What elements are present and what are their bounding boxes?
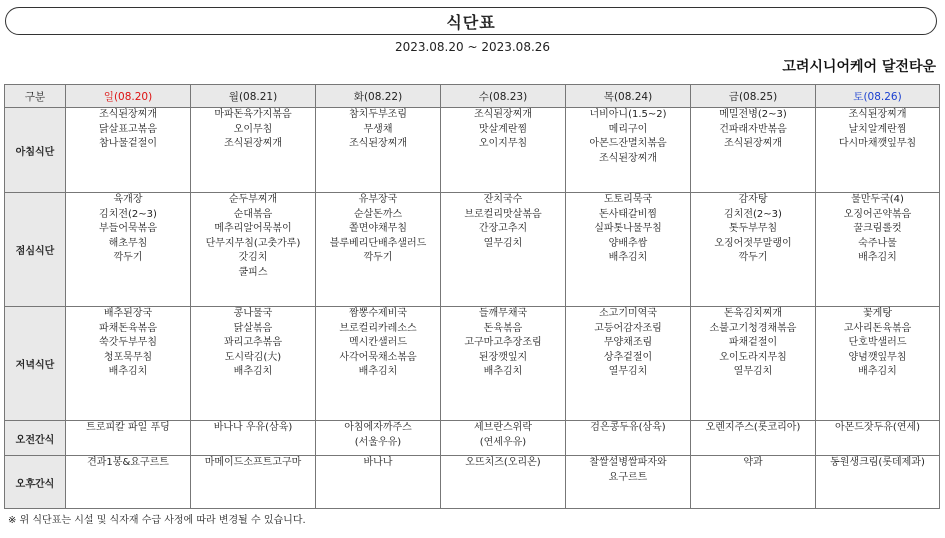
menu-item: 메밀전병(2~3)	[719, 109, 787, 120]
menu-item: 순대볶음	[233, 208, 273, 220]
menu-item: 꽈리고추볶음	[224, 337, 282, 349]
menu-cell	[191, 108, 316, 193]
menu-cell	[191, 421, 316, 456]
menu-item: 순두부찌개	[228, 194, 278, 205]
menu-item: 너비아니(1.5~2)	[589, 109, 667, 120]
menu-item: 깍두기	[738, 252, 768, 264]
menu-item: 감자탕	[738, 194, 768, 205]
menu-cell	[566, 307, 691, 421]
menu-item: 아침에자까주스	[344, 422, 412, 433]
menu-item: 돈육볶음	[483, 322, 523, 334]
menu-cell	[691, 108, 816, 193]
menu-item: 열무김치	[483, 237, 523, 249]
menu-item: 실파톳나물무침	[594, 223, 662, 235]
menu-item: 배추김치	[858, 252, 897, 264]
menu-item: 마파돈육가지볶음	[214, 109, 292, 120]
menu-cell	[441, 108, 566, 193]
menu-item: 맛살계란찜	[478, 123, 528, 135]
menu-item: 쫄면야채무침	[349, 223, 407, 235]
menu-item: 고등어감자조림	[594, 322, 662, 334]
menu-item: 갓김치	[238, 252, 268, 264]
menu-item: 배추김치	[108, 366, 148, 378]
menu-cell	[691, 456, 816, 509]
meal-row	[5, 108, 940, 193]
menu-item: 양배추쌈	[608, 237, 648, 249]
menu-item: 건파래자반볶음	[719, 123, 787, 135]
menu-item: 들깨무채국	[478, 308, 528, 319]
menu-item: 멕시칸샐러드	[349, 337, 407, 349]
header-row	[5, 85, 940, 108]
menu-item: 조식된장찌개	[224, 138, 282, 150]
menu-item: 꽃게탕	[863, 308, 892, 319]
menu-item: 조식된장찌개	[599, 152, 657, 164]
menu-cell	[316, 421, 441, 456]
meal-row	[5, 456, 940, 509]
menu-item: 마메이드소프트고구마	[204, 457, 302, 468]
menu-item: 블루베리단배추샐러드	[329, 237, 427, 249]
menu-item: 쑥갓두부무침	[99, 337, 157, 349]
menu-item: 고구마고추장조림	[464, 337, 542, 349]
menu-item: 브로컬리카레소스	[339, 322, 417, 334]
menu-item: 참치두부조림	[349, 109, 407, 120]
day-header: 화(08.22)	[316, 85, 441, 108]
menu-item: 잔치국수	[483, 194, 523, 205]
menu-item: 닭살볶음	[233, 322, 273, 334]
menu-item: 도시락김(大)	[224, 351, 282, 363]
menu-cell	[691, 307, 816, 421]
organization-name: 고려시니어케어 달전타운	[782, 59, 936, 75]
menu-item: 쿨피스	[238, 266, 268, 278]
menu-item: 톳두부무침	[728, 223, 778, 235]
meal-label: 아침식단	[5, 108, 66, 193]
menu-item: 조식된장찌개	[99, 109, 157, 120]
menu-item: 김치전(2~3)	[99, 208, 157, 220]
menu-cell	[66, 193, 191, 307]
meal-label: 오후간식	[5, 456, 66, 509]
menu-cell	[316, 456, 441, 509]
menu-item: (연세우유)	[479, 436, 527, 448]
menu-item: 날치알계란찜	[848, 123, 907, 135]
menu-cell	[816, 108, 940, 193]
page-title: 식단표	[446, 12, 496, 32]
footnote: ※ 위 식단표는 시설 및 식자재 수급 사정에 따라 변경될 수 있습니다.	[8, 515, 306, 526]
meal-label: 오전간식	[5, 421, 66, 456]
meal-row	[5, 421, 940, 456]
menu-item: 순살돈까스	[353, 208, 403, 220]
menu-item: 오이지무침	[478, 138, 528, 150]
menu-cell	[66, 307, 191, 421]
day-header: 금(08.25)	[691, 85, 816, 108]
menu-item: 오징어곤약볶음	[843, 208, 912, 220]
menu-item: 조식된장찌개	[724, 138, 782, 150]
day-header: 일(08.20)	[66, 85, 191, 108]
menu-cell	[566, 421, 691, 456]
meal-row	[5, 193, 940, 307]
menu-item: 단무지무침(고춧가루)	[205, 237, 301, 249]
menu-item: 간장고추지	[478, 223, 528, 235]
menu-item: 바나나	[363, 457, 393, 468]
menu-item: 유부장국	[358, 194, 398, 205]
menu-item: 오뜨치즈(오리온)	[465, 457, 541, 468]
menu-item: 배추김치	[233, 366, 273, 378]
menu-cell	[691, 421, 816, 456]
menu-cell	[66, 421, 191, 456]
menu-item: 무생채	[363, 123, 393, 135]
menu-item: 조식된장찌개	[349, 138, 407, 150]
menu-item: 검은콩두유(삼육)	[590, 422, 666, 433]
menu-item: 브로컬리맛살볶음	[464, 208, 542, 220]
menu-cell	[316, 307, 441, 421]
menu-item: 열무김치	[608, 366, 648, 378]
meal-row	[5, 307, 940, 421]
menu-cell	[816, 456, 940, 509]
menu-item: 참나물겉절이	[99, 138, 157, 150]
menu-item: 아몬드잔멸치볶음	[589, 138, 667, 150]
menu-item: 깍두기	[113, 252, 143, 264]
menu-item: 단호박샐러드	[848, 337, 907, 349]
menu-cell	[566, 456, 691, 509]
menu-item: 닭살표고볶음	[99, 123, 157, 135]
menu-item: 양념깻잎무침	[848, 351, 907, 363]
meal-label: 점심식단	[5, 193, 66, 307]
meal-label: 저녁식단	[5, 307, 66, 421]
menu-item: 다시마채깻잎무침	[838, 138, 917, 150]
menu-item: 무양채조림	[603, 337, 653, 349]
menu-item: 찰쌀설병쌀파자와	[589, 457, 667, 468]
menu-item: 아몬드잣두유(연세)	[834, 422, 921, 433]
title-box	[5, 7, 937, 35]
menu-item: 바나나 우유(삼육)	[213, 422, 293, 433]
menu-item: 소불고기청경채볶음	[709, 322, 797, 334]
menu-item: 트로피칼 파일 푸딩	[86, 422, 170, 433]
menu-item: 배추김치	[483, 366, 523, 378]
menu-cell	[66, 456, 191, 509]
menu-item: 조식된장찌개	[474, 109, 532, 120]
menu-cell	[816, 193, 940, 307]
menu-item: 요구르트	[608, 471, 648, 483]
day-header: 수(08.23)	[441, 85, 566, 108]
menu-item: 꿀크림롤컷	[853, 223, 902, 235]
menu-item: 숙주나물	[858, 237, 897, 249]
menu-cell	[441, 193, 566, 307]
menu-item: 청포묵무침	[103, 351, 153, 363]
menu-cell	[441, 307, 566, 421]
menu-item: 파채돈육볶음	[99, 322, 157, 334]
menu-item: 해초무침	[108, 237, 148, 249]
menu-item: 김치전(2~3)	[724, 208, 782, 220]
menu-item: 콩나물국	[233, 308, 273, 319]
day-header: 월(08.21)	[191, 85, 316, 108]
menu-item: 짬뽕수제비국	[349, 308, 407, 319]
menu-item: 오렌지주스(롯코리아)	[705, 422, 801, 433]
menu-item: 세브란스위락	[474, 422, 532, 433]
menu-item: 도토리묵국	[603, 194, 653, 205]
menu-item: 사각어묵채소볶음	[339, 351, 417, 363]
corner-header: 구분	[5, 85, 66, 108]
menu-cell	[441, 456, 566, 509]
menu-cell	[191, 307, 316, 421]
menu-item: (서울우유)	[354, 436, 402, 448]
menu-cell	[566, 108, 691, 193]
menu-cell	[816, 307, 940, 421]
menu-item: 오징어젓무말랭이	[714, 237, 792, 249]
menu-item: 돈육김치찌개	[724, 308, 782, 319]
menu-item: 파채겉절이	[728, 337, 778, 349]
menu-item: 견과1봉&요구르트	[87, 457, 169, 468]
menu-cell	[66, 108, 191, 193]
menu-cell	[191, 456, 316, 509]
menu-cell	[441, 421, 566, 456]
menu-item: 동원생크림(롯데제과)	[830, 457, 925, 468]
menu-cell	[316, 108, 441, 193]
menu-item: 돈사태갈비찜	[599, 208, 657, 220]
menu-item: 열무김치	[733, 366, 773, 378]
menu-item: 고사리돈육볶음	[843, 322, 912, 334]
date-range: 2023.08.20 ~ 2023.08.26	[394, 40, 551, 54]
menu-item: 약과	[743, 457, 763, 468]
menu-cell	[566, 193, 691, 307]
menu-cell	[816, 421, 940, 456]
menu-item: 육개장	[113, 194, 143, 205]
menu-item: 배추김치	[358, 366, 398, 378]
menu-item: 배추김치	[608, 252, 648, 264]
day-header: 목(08.24)	[566, 85, 691, 108]
menu-item: 조식된장찌개	[848, 109, 907, 120]
menu-item: 메추리알어묵볶이	[214, 223, 292, 235]
menu-item: 메리구이	[608, 123, 648, 135]
menu-item: 배추된장국	[103, 308, 153, 319]
menu-item: 소고기미역국	[599, 308, 657, 319]
menu-cell	[191, 193, 316, 307]
menu-item: 오이무침	[233, 123, 273, 135]
menu-item: 상추겉절이	[603, 351, 653, 363]
menu-item: 물만두국(4)	[851, 194, 904, 205]
menu-item: 오이도라지무침	[719, 351, 787, 363]
menu-item: 배추김치	[858, 366, 897, 378]
meal-table	[4, 84, 940, 509]
menu-item: 된장깻잎지	[478, 351, 528, 363]
menu-cell	[316, 193, 441, 307]
menu-item: 깍두기	[363, 252, 393, 264]
menu-item: 부들어묵볶음	[99, 223, 157, 235]
menu-cell	[691, 193, 816, 307]
day-header: 토(08.26)	[816, 85, 940, 108]
